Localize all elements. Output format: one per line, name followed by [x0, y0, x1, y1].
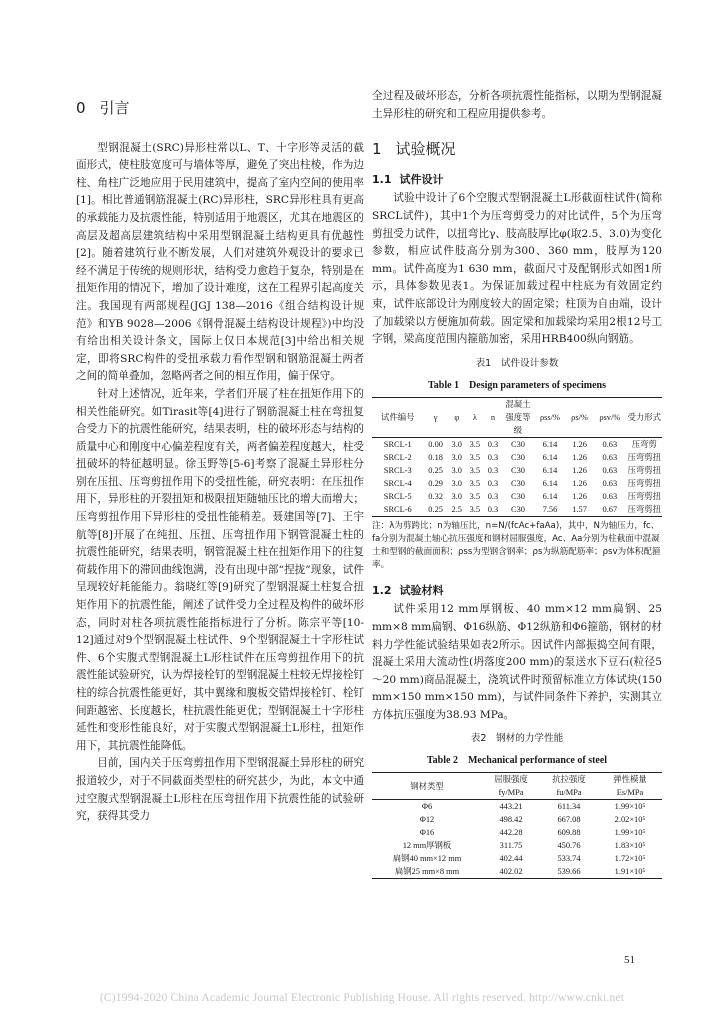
table1-cell: 1.26 [572, 491, 587, 501]
table1-cell: 0.63 [602, 439, 618, 449]
table1-cell: 3.0 [451, 452, 462, 462]
section-heading-test-overview: 1 试验概况 [372, 140, 456, 159]
table1-cell: 3.5 [469, 439, 481, 449]
table1-cell: 3.5 [466, 503, 484, 517]
table1-cell: 2.5 [448, 503, 466, 517]
table1-cell: C30 [511, 452, 525, 462]
table1-row [372, 437, 662, 451]
table1-header: 试件编号 [372, 397, 424, 437]
table2-cell: 1.99×10⁵ [614, 802, 646, 812]
table1-cell: 3.0 [451, 439, 462, 449]
table2-cell: Φ12 [419, 815, 435, 825]
table2-cell: 12 mm厚钢板 [402, 841, 452, 851]
table1-cell: 6.14 [542, 439, 558, 449]
table2-cell: Φ16 [419, 828, 435, 838]
table2-cell: 611.34 [557, 802, 581, 812]
table1-cell: C30 [511, 465, 525, 475]
table2-cell: 扁钢25 mm×8 mm [372, 865, 482, 879]
table1-row [372, 464, 662, 477]
table1-cell: SRCL-3 [383, 465, 412, 475]
table2-cell: 402.02 [482, 865, 540, 879]
table1-cell: 6.14 [542, 465, 558, 475]
table1-cell: SRCL-5 [383, 491, 412, 501]
table1-cell: 0.63 [602, 491, 618, 501]
table2-cell: 311.75 [499, 841, 523, 851]
table1-header: 受力形式 [627, 397, 663, 437]
table1-cell: 压弯剪扭 [627, 503, 663, 517]
subsection-heading-test-materials: 1.2 试验材料 [372, 583, 444, 597]
table1-header: ρss/% [534, 397, 566, 437]
table1-row [372, 490, 662, 503]
table1-cell: 0.67 [593, 503, 626, 517]
table1-cell: 1.26 [572, 439, 587, 449]
table1-cell: 压弯剪扭 [627, 452, 661, 462]
table2-caption-cn: 表2 钢材的力学性能 [470, 733, 564, 745]
table1-cell: 3.5 [469, 478, 481, 488]
table1-cell: 0.63 [602, 478, 618, 488]
table1-cell: 0.63 [602, 465, 618, 475]
table1-cell: 0.00 [428, 439, 443, 449]
table1-cell: C30 [511, 478, 525, 488]
table1-cell: 0.3 [487, 465, 499, 475]
table1-cell: 压弯剪 [631, 439, 657, 449]
table2-cell: 1.83×10⁵ [614, 841, 646, 851]
table1-header: ρsv/% [593, 397, 626, 437]
table1-cell: 1.26 [572, 478, 587, 488]
table1-cell: SRCL-1 [383, 439, 412, 449]
table2-cell: 402.44 [499, 854, 523, 864]
section-heading-introduction: 0 引言 [76, 99, 130, 117]
table1-cell: 0.3 [487, 452, 499, 462]
table1-cell: C30 [511, 439, 525, 449]
test-materials-text: 试件采用12 mm厚钢板、40 mm×12 mm扁钢、25 mm×8 mm扁钢、Φ16纵筋、Φ12纵筋和Φ6箍筋，钢材的材料力学性能试验结果如表2所示。因试件内部振捣空间有限，混凝土采用大流动性(坍落度200 mm)的泵送水下豆石(粒径5～20 mm)商品混凝土，浇筑试件时预留标准立方体试块(150 mm×150 mm×150 mm)，与试件同条件下养护，实测其立方体抗压强度为38.93 MPa。 [372, 603, 662, 721]
table1-cell: C30 [502, 503, 534, 517]
table1-cell: SRCL-6 [372, 503, 424, 517]
table1-header: 混凝土强度等级 [502, 397, 534, 437]
table1-row [372, 451, 662, 464]
table1-cell: 0.25 [428, 465, 443, 475]
table2-header: 屈服强度 fy/MPa [482, 773, 540, 800]
table1-cell: 压弯剪扭 [627, 478, 661, 488]
table2-header: 抗拉强度 fu/MPa [540, 773, 598, 800]
copyright-footer: (C)1994-2020 China Academic Journal Electronic Publishing House. All rights reserved. http://www.cnki.net [99, 992, 625, 1004]
table2-cell: Φ6 [421, 802, 433, 812]
table2-cell: 1.91×10⁵ [598, 865, 662, 879]
table1-header: γ [424, 397, 448, 437]
table1-row [372, 477, 662, 490]
table1-cell: 0.3 [484, 503, 502, 517]
table1-cell: 0.3 [487, 439, 499, 449]
table1-row [372, 503, 662, 517]
table2-header: 弹性模量 Es/MPa [598, 773, 662, 800]
table1-cell: 0.3 [487, 491, 499, 501]
table1-header: n [484, 397, 502, 437]
table2-cell: 443.21 [499, 802, 523, 812]
table2-cell: 450.76 [557, 841, 581, 851]
table2-cell: 1.72×10⁵ [614, 854, 646, 864]
table1-cell: SRCL-4 [383, 478, 412, 488]
table2-caption-en: Table 2 Mechanical performance of steel [426, 755, 608, 767]
table2-row [372, 800, 662, 814]
table1-cell: 3.5 [469, 452, 481, 462]
table1-cell: 6.14 [542, 478, 558, 488]
table1-cell: 0.18 [428, 452, 443, 462]
table1-cell: 0.3 [487, 478, 499, 488]
table1-header: λ [466, 397, 484, 437]
specimen-design-text: 试验中设计了6个空腹式型钢混凝土L形截面柱试件(简称SRCL试件)，其中1个为压弯剪受力的对比试件，5个为压弯剪扭受力试件，以扭弯比γ、肢高肢厚比φ(取2.5、3.0)为变化参数，相应试件肢高分别为300、360 mm，肢厚为120 mm。试件高度为1 630 mm，截面尺寸及配钢形式如图1所示，具体参数见表1。为保证加载过程中柱底为有效固定约束，试件底部设计为刚度较大的固定梁；柱顶为自由端，设计了加载梁以方便施加荷载。固定梁和加载梁均采用2根12号工字钢，梁高度范围内箍筋加密，采用HRB400纵向钢筋。 [372, 192, 662, 346]
table2-cell: 667.08 [557, 815, 581, 825]
table2-cell: 442.28 [499, 828, 523, 838]
table1-cell: SRCL-2 [383, 452, 412, 462]
table1-cell: 3.0 [451, 465, 462, 475]
table2-header: 钢材类型 [372, 773, 482, 800]
table2-cell: 498.42 [499, 815, 523, 825]
table1-cell: 0.32 [428, 491, 443, 501]
table1-design-parameters [372, 397, 662, 517]
table2-cell: 2.02×10⁵ [614, 815, 646, 825]
table1-cell: 0.63 [602, 452, 618, 462]
table1-cell: 压弯剪扭 [627, 491, 661, 501]
table1-cell: 压弯剪扭 [627, 465, 661, 475]
table2-cell: 扁钢40 mm×12 mm [392, 854, 462, 864]
table2-cell: 533.74 [557, 854, 581, 864]
subsection-heading-specimen-design: 1.1 试件设计 [372, 172, 444, 186]
table2-row [372, 826, 662, 839]
table1-cell: 6.14 [542, 452, 558, 462]
table2-cell: 539.66 [540, 865, 598, 879]
table1-cell: 6.14 [542, 491, 558, 501]
table1-caption-cn: 表1 试件设计参数 [475, 357, 559, 369]
intro-paragraph-2: 针对上述情况，近年来，学者们开展了柱在扭矩作用下的相关性能研究。如Tirasit等[4]进行了钢筋混凝土柱在弯扭复合受力下的抗震性能研究，结果表明，柱的破坏形态与结构的质量中心和刚度中心偏差程度有关，两者偏差程度越大，柱受扭破坏的特征越明显。徐玉野等[5-6]考察了混凝土异形柱分别在压扭、压弯剪扭作用下的受扭性能，研究表明：在压扭作用下，异形柱的开裂扭矩和极限扭矩随轴压比的增大而增大；压弯剪扭作用下异形柱的受扭性能稍差。聂建国等[7]、王宇航等[8]开展了在纯扭、压扭、压弯扭作用下钢管混凝土柱的抗震性能研究，结果表明，钢管混凝土柱在扭矩作用下的往复荷载作用下的滞回曲线饱满，没有出现中部“捏拢”现象，试件呈现较好耗能能力。翁晓红等[9]研究了型钢混凝土柱复合扭矩作用下的抗震性能，阐述了试件受力全过程及构件的破坏形态，同时对柱各项抗震性能指标进行了分析。陈宗平等[10-12]通过对9个型钢混凝土柱试件、9个型钢混凝土十字形柱试件、6个实腹式型钢混凝土L形柱试件在压弯剪扭作用下的抗震性能试验研究，认为焊接栓钉的型钢混凝土柱较无焊接栓钉柱的综合抗震性能更好，其中翼缘和腹板交错焊接栓钉、栓钉间距越密、长度越长，柱抗震性能更优；型钢混凝土十字形柱延性和变形性能良好，对于实腹式型钢混凝土L形柱，扭矩作用下，其抗震性能降低。 [76, 387, 364, 752]
table2-cell: 1.99×10⁵ [614, 828, 646, 838]
table1-note: 注：λ为剪跨比；n为轴压比，n=N/(fcAc+faAa)，其中，N为轴压力，fc、fa分别为混凝土轴心抗压强度和钢材屈服强度，Ac、Aa分别为柱截面中混凝土和型钢的截面面积；ρss为型钢含钢率；ρs为纵筋配筋率；ρsv为体积配箍率。 [372, 520, 661, 570]
table2-row [372, 865, 662, 879]
table1-cell: 0.29 [428, 478, 443, 488]
right-column [372, 88, 662, 879]
table2-steel-properties [372, 772, 662, 879]
table1-header: ρs/% [566, 397, 593, 437]
table2-cell: 609.88 [557, 828, 581, 838]
table1-cell: 1.26 [572, 452, 587, 462]
table1-cell: 1.57 [566, 503, 593, 517]
table1-cell: 1.26 [572, 465, 587, 475]
intro-continuation: 全过程及破坏形态，分析各项抗震性能指标，以期为型钢混凝土异形柱的研究和工程应用提供参考。 [372, 90, 662, 120]
page-number: 51 [624, 954, 635, 966]
table1-cell: 3.0 [451, 478, 462, 488]
table1-cell: 7.56 [534, 503, 566, 517]
intro-paragraph-1: 型钢混凝土(SRC)异形柱常以L、T、十字形等灵活的截面形式，使柱肢宽度可与墙体等厚，避免了突出柱棱，作为边柱、角柱广泛地应用于民用建筑中，提高了室内空间的使用率[1]。相比普通钢筋混凝土(RC)异形柱，SRC异形柱具有更高的承载能力及抗震性能，特别适用于地震区，尤其在地震区的高层及超高层建筑结构中采用型钢混凝土结构更具有优越性[2]。随着建筑行业不断发展，人们对建筑外观设计的要求已经不满足于传统的规则形状，结构受力愈趋于复杂，特别是在扭矩作用的情况下，增加了设计难度，这在工程界引起高度关注。我国现有两部规程(JGJ 138—2016《组合结构设计规范》和YB 9028—2006《钢骨混凝土结构设计规程》)中均没有给出相关设计条文，国际上仅日本规范[3]中给出相关规定，即将SRC构件的受扭承载力看作型钢和钢筋混凝土两者之间的简单叠加，忽略两者之间的相互作用，偏于保守。 [76, 141, 364, 383]
table2-row [372, 839, 662, 852]
left-column [76, 88, 364, 826]
intro-paragraph-3: 目前，国内关于压弯剪扭作用下型钢混凝土异形柱的研究报道较少，对于不同截面类型柱的研究甚少，为此，本文中通过空腹式型钢混凝土L形柱在压弯扭作用下抗震性能的试验研究，获得其受力 [76, 757, 364, 823]
table2-row [372, 852, 662, 865]
table1-cell: 3.5 [469, 465, 481, 475]
table1-header: φ [448, 397, 466, 437]
table1-cell: 3.5 [469, 491, 481, 501]
table1-cell: C30 [511, 491, 525, 501]
table1-cell: 3.0 [451, 491, 462, 501]
table1-cell: 0.25 [424, 503, 448, 517]
table2-row [372, 813, 662, 826]
table1-caption-en: Table 1 Design parameters of specimens [428, 379, 606, 391]
